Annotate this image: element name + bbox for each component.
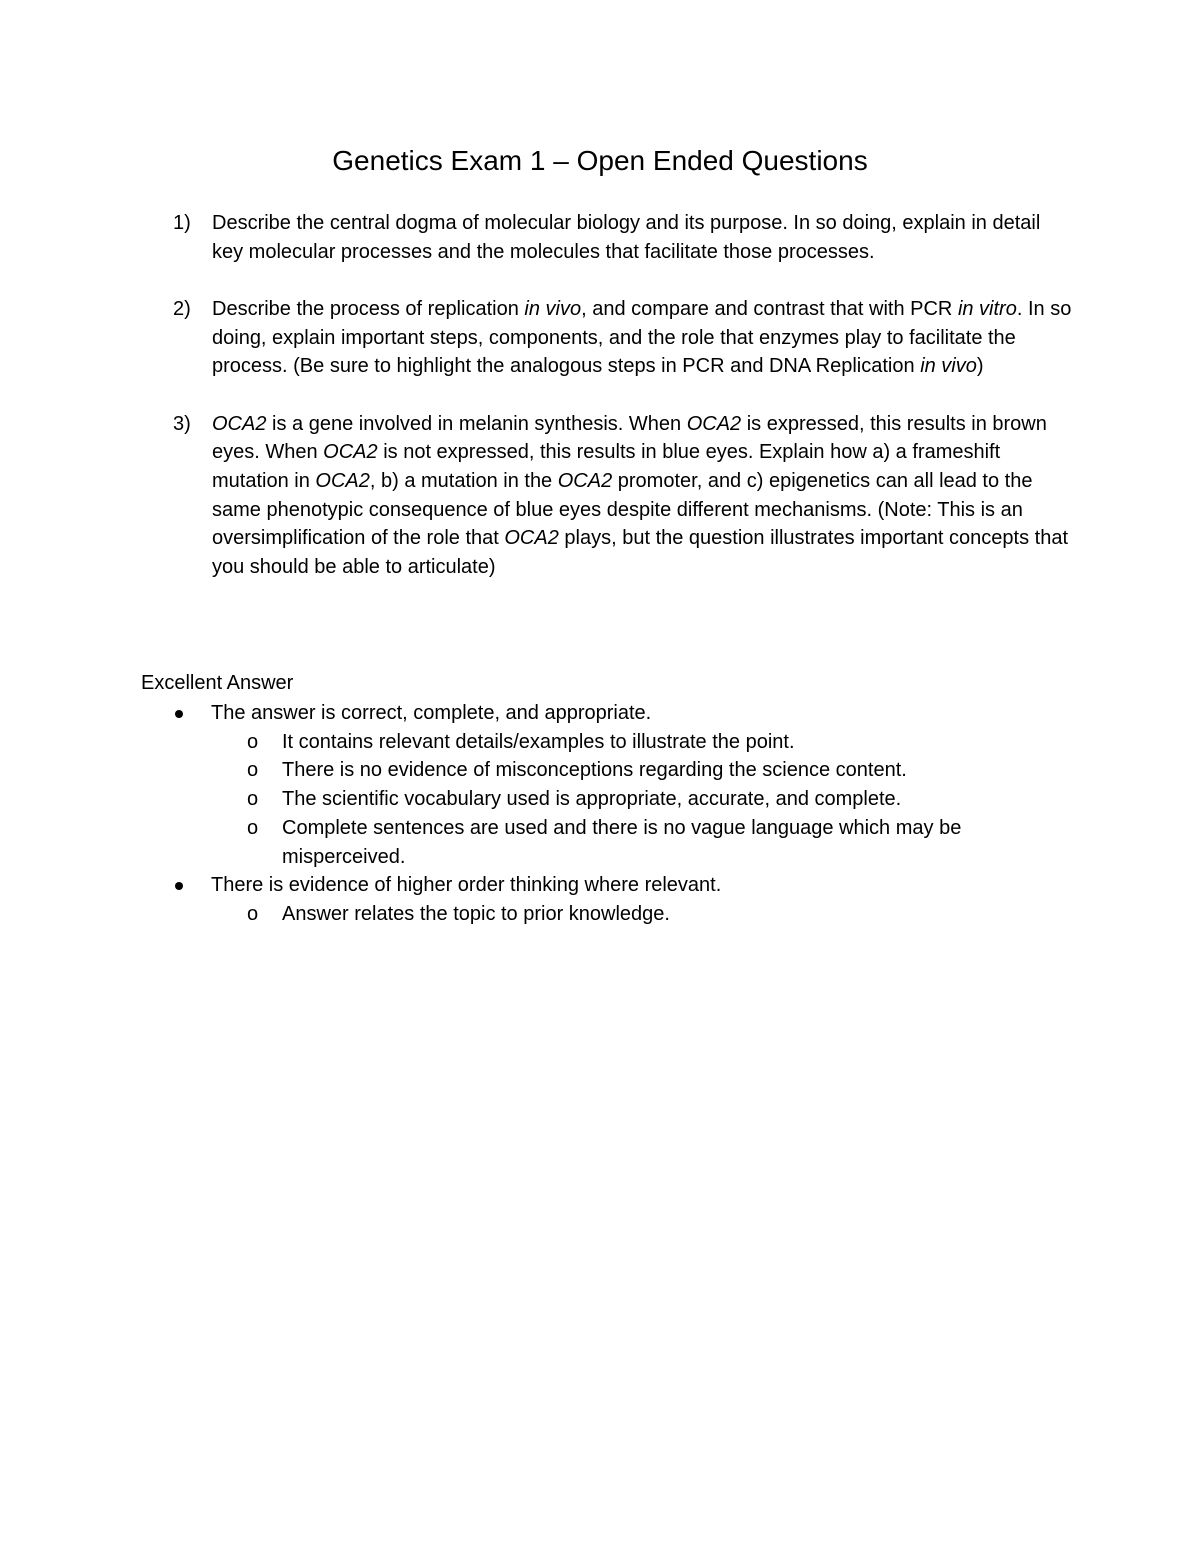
- question-text-segment: Describe the process of replication: [212, 297, 525, 320]
- question-text: [212, 413, 1068, 579]
- question-italic-term: OCA2: [212, 412, 267, 435]
- question-text-segment: is not expressed, this results in blue eyes. Explain how a) a frameshift mutation in: [212, 441, 1001, 492]
- rubric-subitem: [211, 728, 1041, 757]
- bullet-dot-icon: [175, 882, 183, 890]
- rubric-bullet-text: The answer is correct, complete, and appropriate.: [211, 702, 652, 724]
- question-text-segment: , b) a mutation in the: [369, 469, 558, 492]
- rubric-subitem: [211, 785, 1041, 814]
- question-italic-term: in vitro: [957, 297, 1017, 320]
- hollow-bullet-icon: o: [247, 788, 259, 811]
- hollow-bullet-icon: o: [247, 902, 259, 925]
- rubric-subitem-text: The scientific vocabulary used is appropriate, accurate, and complete.: [282, 788, 902, 811]
- question-text-segment: . In so doing, explain important steps, components, and the role that enzymes play to facilitate the process. (Be sure to highlight the analogous steps in PCR and DNA Replication: [212, 297, 1072, 378]
- question-number: 3): [173, 412, 191, 435]
- rubric-bullet: [141, 699, 1041, 871]
- question-italic-term: in vivo: [920, 355, 977, 378]
- question-text-segment: is expressed, this results in brown eyes. When: [212, 412, 1047, 464]
- question-italic-term: OCA2: [504, 527, 559, 550]
- rubric-title: Excellent Answer: [141, 672, 294, 694]
- page-title: Genetics Exam 1 – Open Ended Questions: [332, 145, 868, 176]
- question-italic-term: OCA2: [315, 469, 370, 492]
- question-italic-term: OCA2: [323, 441, 378, 464]
- question-text-segment: ): [976, 355, 984, 378]
- question-item: [173, 209, 1073, 266]
- hollow-bullet-icon: o: [247, 730, 259, 753]
- rubric-subitem: [211, 900, 1041, 929]
- bullet-dot-icon: [175, 710, 183, 718]
- rubric-sublist: [211, 900, 1041, 929]
- question-italic-term: OCA2: [557, 469, 613, 492]
- rubric-subitem-text: Complete sentences are used and there is no vague language which may be misperceived.: [282, 816, 962, 868]
- rubric-subitem-text: Answer relates the topic to prior knowledge.: [282, 902, 670, 925]
- question-text: [212, 298, 1071, 377]
- rubric-list: [141, 699, 1041, 929]
- hollow-bullet-icon: o: [247, 759, 259, 782]
- question-italic-term: OCA2: [686, 412, 742, 435]
- rubric-subitem: [211, 814, 1041, 871]
- question-text-segment: is a gene involved in melanin synthesis. When: [266, 412, 687, 435]
- question-italic-term: in vivo: [524, 297, 582, 320]
- question-number: 1): [173, 212, 191, 234]
- rubric-subitem-text: There is no evidence of misconceptions regarding the science content.: [282, 759, 907, 782]
- question-text: [212, 212, 1040, 263]
- rubric-subitem: [211, 756, 1041, 785]
- rubric-sublist: [211, 728, 1041, 872]
- question-text-segment: , and compare and contrast that with PCR: [581, 297, 958, 320]
- question-number: 2): [173, 297, 191, 320]
- question-list: [173, 209, 1073, 582]
- question-text-segment: promoter, and c) epigenetics can all lead to the same phenotypic consequence of blue eyes despite different mechanisms. (Note: This is an oversimplification of the role that: [212, 469, 1033, 550]
- question-text-segment: plays, but the question illustrates important concepts that you should be able to articulate): [212, 527, 1069, 579]
- rubric-bullet-text: There is evidence of higher order thinking where relevant.: [211, 874, 722, 897]
- question-item: [173, 410, 1073, 582]
- rubric-subitem-text: It contains relevant details/examples to illustrate the point.: [282, 730, 795, 753]
- hollow-bullet-icon: o: [247, 816, 259, 839]
- rubric-bullet: [141, 871, 1041, 928]
- question-text-segment: Describe the central dogma of molecular biology and its purpose. In so doing, explain in detail key molecular processes and the molecules that facilitate those processes.: [212, 212, 1041, 263]
- question-item: [173, 295, 1073, 381]
